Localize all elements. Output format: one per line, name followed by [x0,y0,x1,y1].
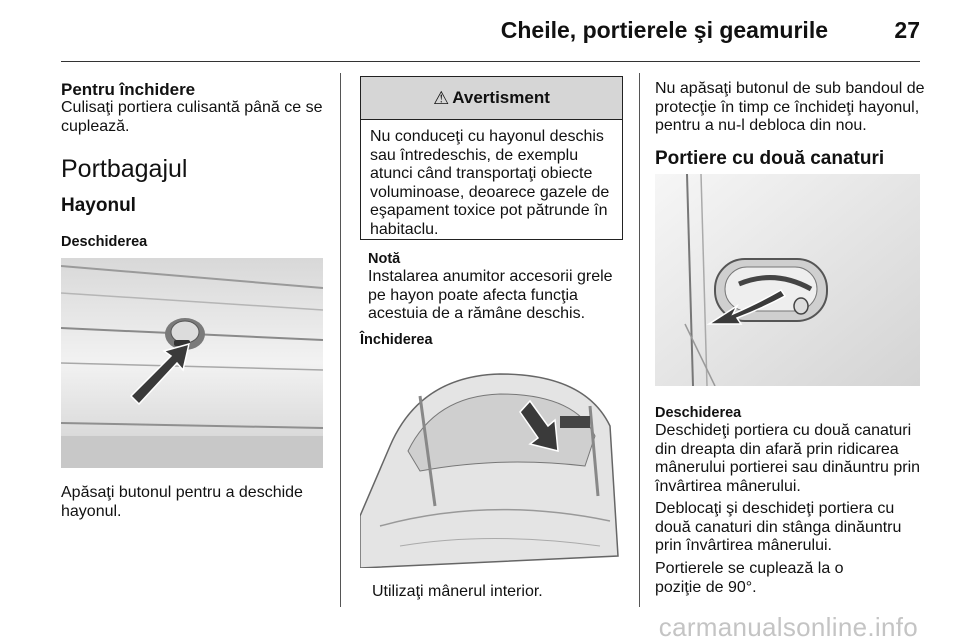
column-divider-left [340,73,341,607]
paragraph-doors-latch: Portierele se cuplează la o poziţie de 90°. [655,560,844,596]
note-text: Instalarea anumitor accesorii grele pe hayon poate afecta funcţia acestuia de a rămâne deschis. [368,268,613,322]
subsection-title-tailgate: Hayonul [61,195,136,216]
section-title-double-doors: Portiere cu două canaturi [655,148,885,169]
tailgate-handle-drawing [360,356,622,568]
opening-label: Deschiderea [61,234,148,250]
tailgate-button-drawing [61,258,323,468]
note-title: Notă [368,251,401,267]
closing-heading: Pentru închidere [61,80,196,99]
warning-triangle-icon: ⚠ [433,87,450,108]
tailgate-warning-text: Nu apăsaţi butonul de sub bandoul de protecţie în timp ce închideţi hayonul, pentru a nu-l debloca din nou. [655,80,925,134]
door-opening-label: Deschiderea [655,405,742,421]
warning-text: Nu conduceţi cu hayonul deschis sau întredeschis, de exemplu atunci când transportaţi obiecte voluminoase, deoarece gazele de eşapament toxice pot pătrunde în habitaclu. [370,128,610,238]
warning-header [361,77,622,120]
section-title-trunk: Portbagajul [61,155,188,183]
page-number: 27 [894,17,920,43]
caption-press-button: Apăsaţi butonul pentru a deschide hayonul. [61,484,303,520]
closing-label: Închiderea [360,332,433,348]
header-divider [61,61,920,62]
tailgate-button-illustration [61,258,323,468]
page-header-title: Cheile, portierele şi geamurile [500,17,828,43]
watermark: carmanualsonline.info [658,612,918,642]
warning-title: Avertisment [452,88,550,107]
tailgate-handle-illustration [360,356,622,568]
paragraph-open-right-door: Deschideţi portiera cu două canaturi din dreapta din afară prin ridicarea mânerului portierei sau dinăuntru prin învârtirea mânerului. [655,422,921,495]
column-divider-right [639,73,640,607]
closing-text: Culisaţi portiera culisantă până ce se cuplează. [61,99,323,135]
door-handle-drawing [655,174,920,386]
paragraph-open-left-door: Deblocaţi şi deschideţi portiera cu două canaturi din stânga dinăuntru prin învârtirea mânerului. [655,500,902,554]
door-handle-illustration [655,174,920,386]
caption-interior-handle: Utilizaţi mânerul interior. [372,583,543,600]
warning-box [360,76,623,240]
